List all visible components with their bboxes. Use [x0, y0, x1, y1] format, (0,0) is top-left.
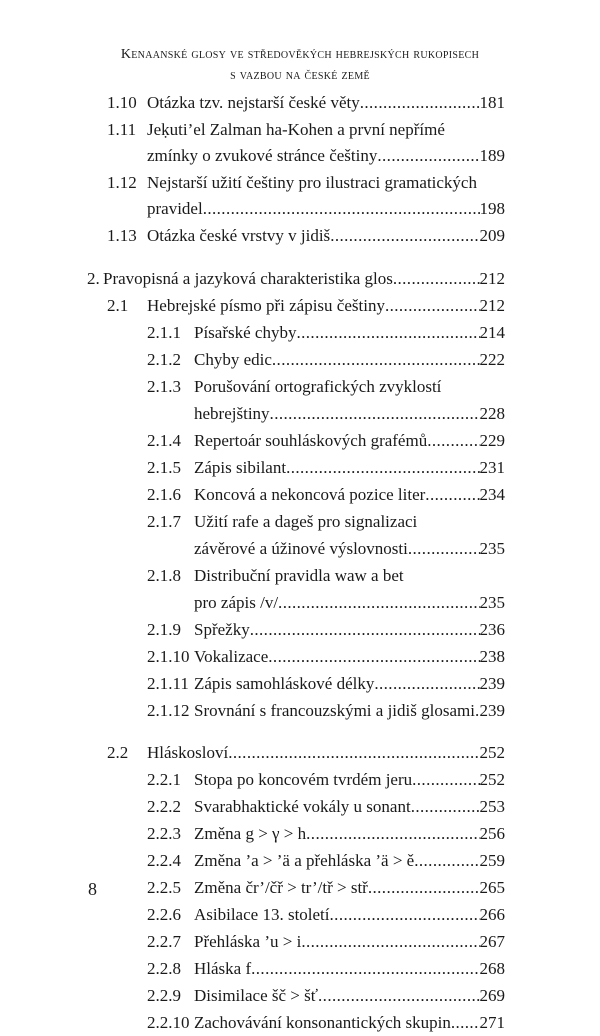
toc-entry-title: Spřežky — [194, 620, 250, 639]
toc-entry-page: 267 — [479, 932, 505, 951]
toc-entry — [0, 347, 505, 373]
toc-entry-title: Písařské chyby — [194, 323, 297, 342]
toc-entry — [0, 117, 505, 143]
toc-entry-title: Porušování ortografických zvyklostí — [194, 377, 442, 396]
toc-entry-title: Zachovávání konsonantických skupin — [194, 1013, 451, 1032]
toc-entry-title: pravidel — [147, 199, 203, 218]
toc-dot-leader — [411, 794, 480, 820]
toc-dot-leader — [360, 90, 480, 116]
toc-entry-title: závěrové a úžinové výslovnosti — [194, 539, 408, 558]
toc-entry-page: 236 — [479, 620, 505, 639]
toc-entry-number: 2.2.6 — [147, 905, 181, 924]
toc-entry — [0, 90, 505, 116]
toc-entry — [0, 956, 505, 982]
toc-entry-number: 2.2.7 — [147, 932, 181, 951]
toc-entry-title: hebrejštiny — [194, 404, 270, 423]
toc-entry-page: 181 — [479, 93, 505, 112]
toc-entry-title: Užití rafe a dageš pro signalizaci — [194, 512, 418, 531]
toc-dot-leader — [408, 536, 480, 562]
toc-entry-number: 2.1.7 — [147, 512, 181, 531]
toc-entry-page: 214 — [479, 323, 505, 342]
toc-entry — [0, 266, 505, 292]
toc-entry-page: 235 — [479, 593, 505, 612]
toc-entry-page: 259 — [479, 851, 505, 870]
toc-entry-number: 2.2.5 — [147, 878, 181, 897]
running-header-line-1: Kenaanské glosy ve středověkých hebrejských rukopisech — [120, 47, 480, 62]
toc-entry — [0, 644, 505, 670]
toc-entry-number: 2.2.2 — [147, 797, 181, 816]
toc-entry-page: 268 — [479, 959, 505, 978]
toc-dot-leader — [228, 740, 479, 766]
toc-entry-number: 2.1.6 — [147, 485, 181, 504]
toc-entry-number: 1.13 — [107, 226, 137, 245]
toc-entry-page: 231 — [479, 458, 505, 477]
toc-dot-leader — [251, 956, 479, 982]
toc-entry-title: Hláska f — [194, 959, 252, 978]
toc-entry-title: Hebrejské písmo při zápisu češtiny — [147, 296, 385, 315]
toc-entry — [0, 293, 505, 319]
toc-entry — [0, 740, 505, 766]
toc-dot-leader — [441, 374, 505, 400]
toc-entry — [0, 1010, 505, 1036]
toc-entry — [0, 536, 505, 562]
toc-entry-page: 256 — [479, 824, 505, 843]
toc-entry — [0, 590, 505, 616]
toc-dot-leader — [330, 223, 479, 249]
page-number: 8 — [88, 879, 97, 899]
toc-entry-page: 212 — [479, 296, 505, 315]
toc-entry-title: Nejstarší užití češtiny pro ilustraci gramatických — [147, 173, 477, 192]
toc-dot-leader — [296, 320, 479, 346]
toc-entry-title: Otázka české vrstvy v jidiš — [147, 226, 331, 245]
toc-entry-title: Disimilace šč > šť — [194, 986, 319, 1005]
toc-entry — [0, 170, 505, 196]
toc-dot-leader — [278, 590, 479, 616]
toc-entry — [0, 794, 505, 820]
toc-entry — [0, 767, 505, 793]
toc-entry-title: Svarabhaktické vokály u sonant — [194, 797, 411, 816]
toc-entry-page: 212 — [479, 269, 505, 288]
toc-dot-leader — [477, 170, 505, 196]
toc-dot-leader — [301, 929, 479, 955]
toc-entry-title: Chyby edic — [194, 350, 272, 369]
toc-entry — [0, 428, 505, 454]
toc-entry-page: 234 — [479, 485, 505, 504]
toc-entry-title: Zápis samohláskové délky — [194, 674, 375, 693]
toc-entry-page: 235 — [479, 539, 505, 558]
toc-entry-page: 265 — [479, 878, 505, 897]
toc-entry — [0, 196, 505, 222]
toc-entry-number: 2.2.10 — [147, 1013, 190, 1032]
toc-entry — [0, 821, 505, 847]
toc-dot-leader — [272, 347, 480, 373]
toc-entry-number: 2. — [87, 269, 100, 288]
toc-dot-leader — [445, 117, 505, 143]
toc-entry-title: pro zápis /v/ — [194, 593, 279, 612]
toc-entry-number: 2.1.10 — [147, 647, 190, 666]
toc-entry-number: 2.2.8 — [147, 959, 181, 978]
toc-entry — [0, 320, 505, 346]
toc-entry-page: 271 — [479, 1013, 505, 1032]
toc-entry-number: 2.1.4 — [147, 431, 181, 450]
toc-dot-leader — [414, 848, 479, 874]
toc-entry-page: 252 — [479, 743, 505, 762]
toc-entry-page: 266 — [479, 905, 505, 924]
toc-entry-title: zmínky o zvukové stránce češtiny — [147, 146, 378, 165]
toc-dot-leader — [427, 428, 479, 454]
toc-entry — [0, 617, 505, 643]
toc-entry-title: Srovnání s francouzskými a jidiš glosami — [194, 701, 475, 720]
toc-entry-number: 2.2 — [107, 743, 129, 762]
toc-entry-page: 238 — [479, 647, 505, 666]
toc-entry-number: 2.2.1 — [147, 770, 181, 789]
toc-entry — [0, 374, 505, 400]
toc-entry-title: Otázka tzv. nejstarší české věty — [147, 93, 360, 112]
toc-entry-page: 189 — [479, 146, 505, 165]
toc-entry-title: Asibilace 13. století — [194, 905, 330, 924]
toc-dot-leader — [417, 509, 505, 535]
toc-entry-number: 2.1.9 — [147, 620, 181, 639]
toc-dot-leader — [250, 617, 480, 643]
toc-entry — [0, 875, 505, 901]
toc-entry-number: 2.2.3 — [147, 824, 181, 843]
toc-entry-number: 2.1.3 — [147, 377, 181, 396]
toc-entry-page: 198 — [479, 199, 505, 218]
toc-entry-page: 253 — [479, 797, 505, 816]
toc-dot-leader — [385, 293, 480, 319]
running-header-line-2: s vazbou na české země — [230, 68, 370, 83]
toc-entry-page: 252 — [479, 770, 505, 789]
toc-dot-leader — [368, 875, 480, 901]
toc-entry-page: 209 — [479, 226, 505, 245]
toc-entry — [0, 482, 505, 508]
toc-entry — [0, 929, 505, 955]
toc-dot-leader — [393, 266, 480, 292]
toc-entry-title: Jeḳuti’el Zalman ha-Kohen a první nepřímé — [147, 120, 445, 139]
toc-entry-title: Koncová a nekoncová pozice liter — [194, 485, 426, 504]
toc-entry-number: 1.10 — [107, 93, 137, 112]
toc-entry-number: 2.1.5 — [147, 458, 181, 477]
toc-entry — [0, 671, 505, 697]
toc-dot-leader — [412, 767, 479, 793]
toc-entry-page: 239 — [479, 701, 505, 720]
toc-entry-page: 269 — [479, 986, 505, 1005]
toc-dot-leader — [270, 401, 480, 427]
toc-entry-page: 228 — [479, 404, 505, 423]
toc-entry — [0, 223, 505, 249]
toc-entry-title: Přehláska ’u > i — [194, 932, 302, 951]
toc-entry-title: Repertoár souhláskových grafémů — [194, 431, 428, 450]
toc-dot-leader — [306, 821, 479, 847]
toc-entry-number: 2.1.2 — [147, 350, 181, 369]
toc-entry-title: Změna ’a > ’ä a přehláska ’ä > ě — [194, 851, 415, 870]
toc-entry-title: Změna g > γ > h — [194, 824, 307, 843]
toc-dot-leader — [377, 143, 479, 169]
toc-dot-leader — [374, 671, 479, 697]
toc-entry — [0, 902, 505, 928]
toc-entry-title: Pravopisná a jazyková charakteristika glos — [103, 269, 393, 288]
toc-entry — [0, 509, 505, 535]
toc-dot-leader — [425, 482, 479, 508]
toc-entry — [0, 401, 505, 427]
toc-dot-leader — [203, 196, 480, 222]
toc-entry — [0, 455, 505, 481]
toc-entry — [0, 563, 505, 589]
toc-entry-number: 2.1 — [107, 296, 129, 315]
toc-entry — [0, 983, 505, 1009]
toc-entry — [0, 848, 505, 874]
toc-dot-leader — [286, 455, 479, 481]
toc-entry-number: 1.12 — [107, 173, 137, 192]
toc-entry-page: 239 — [479, 674, 505, 693]
toc-dot-leader — [404, 563, 505, 589]
toc-entry-title: Vokalizace — [194, 647, 269, 666]
toc-entry-title: Zápis sibilant — [194, 458, 287, 477]
toc-dot-leader — [451, 1010, 480, 1036]
toc-entry-number: 2.2.4 — [147, 851, 181, 870]
toc-entry-number: 2.2.9 — [147, 986, 181, 1005]
toc-entry-page: 222 — [479, 350, 505, 369]
toc-dot-leader — [318, 983, 479, 1009]
toc-entry-number: 2.1.11 — [147, 674, 189, 693]
toc-entry-number: 2.1.8 — [147, 566, 181, 585]
toc-entry — [0, 698, 505, 724]
toc-entry-page: 229 — [479, 431, 505, 450]
toc-dot-leader — [268, 644, 479, 670]
toc-entry-title: Distribuční pravidla waw a bet — [194, 566, 404, 585]
toc-dot-leader — [330, 902, 480, 928]
toc-entry-number: 2.1.12 — [147, 701, 190, 720]
toc-entry-number: 2.1.1 — [147, 323, 181, 342]
toc-entry-title: Stopa po koncovém tvrdém jeru — [194, 770, 413, 789]
running-header — [0, 44, 600, 86]
toc-entry-title: Hláskosloví — [147, 743, 229, 762]
toc-entry-number: 1.11 — [107, 120, 137, 139]
toc-entry — [0, 143, 505, 169]
toc-entry-title: Změna čr’/čř > tr’/tř > stř — [194, 878, 368, 897]
